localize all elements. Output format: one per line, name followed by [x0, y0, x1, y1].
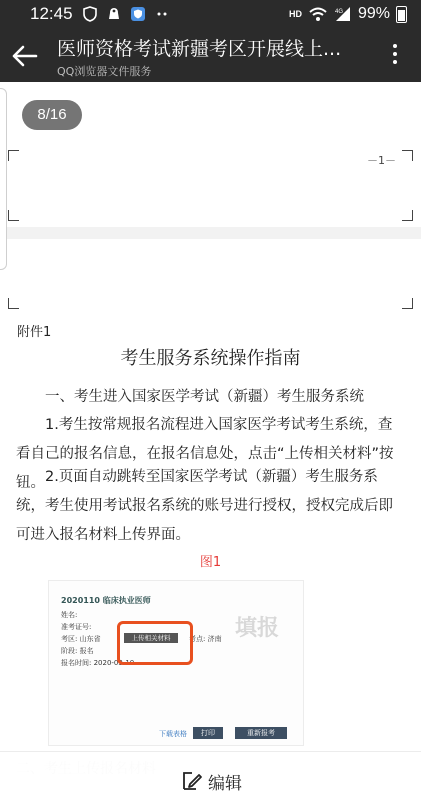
overflow-menu-icon[interactable]: [391, 44, 399, 68]
signal-type: 4G: [334, 9, 343, 15]
document-title: 医师资格考试新疆考区开展线上...: [57, 38, 342, 60]
figure-download-link: 下载表格: [159, 730, 187, 738]
vpn-shield-icon: [130, 6, 146, 22]
figure-exam-title: 2020110 临床执业医师: [61, 596, 151, 605]
crop-mark: [402, 210, 413, 221]
battery-percent: 99%: [357, 5, 390, 22]
figure-name-label: 姓名:: [61, 611, 78, 619]
notification-icons: [82, 6, 170, 22]
edit-button[interactable]: [180, 767, 242, 795]
shield-icon: [82, 6, 98, 22]
app-notification-icon: [106, 6, 122, 22]
edit-label: 编辑: [208, 773, 242, 794]
wifi-icon: [308, 6, 328, 22]
edit-pencil-icon: [180, 769, 204, 793]
figure-stage-label: 阶段: 报名: [61, 647, 94, 655]
figure-upload-button: 上传相关材料: [124, 633, 178, 643]
status-time: 12:45: [30, 4, 73, 23]
signal-icon: [334, 6, 352, 22]
battery-icon: [396, 6, 407, 23]
figure-reapply-button: 重新报考: [235, 727, 287, 739]
figure-exam-site: 考点: 济南: [189, 635, 222, 643]
figure-print-button: 打印: [193, 727, 223, 739]
status-right: [289, 5, 407, 23]
figure-time-label: 报名时间: 2020-03-10: [61, 659, 135, 667]
back-arrow-icon[interactable]: [10, 42, 42, 70]
paragraph: 2.页面自动跳转至国家医学考试（新疆）考生服务系统，考生使用考试报名系统的账号进行授权，授权完成后即可进入报名材料上传界面。: [16, 469, 393, 543]
status-bar: [0, 0, 421, 30]
crop-mark: [402, 298, 413, 309]
paragraph: 1.考生按常规报名流程进入国家医学考试考生系统，查看自己的报名信息，在报名信息处，点击“上传相关材料”按钮。: [16, 417, 394, 491]
more-dots-icon: [154, 6, 170, 22]
page-counter: 8/16: [22, 100, 82, 130]
bottom-bar: [0, 751, 421, 809]
annex-label: 附件1: [17, 325, 52, 340]
page-separator: [0, 227, 421, 239]
figure-area-label: 考区: 山东省: [61, 635, 101, 643]
app-bar: [0, 30, 421, 82]
section-heading: 一、考生进入国家医学考试（新疆）考生服务系统: [45, 389, 364, 405]
crop-mark: [8, 210, 19, 221]
figure-watermark: 填报: [235, 616, 280, 641]
scroll-handle[interactable]: [0, 88, 7, 270]
document-source: QQ浏览器文件服务: [57, 65, 152, 78]
page-number-mark: －1－: [367, 154, 396, 167]
network-type: HD: [288, 9, 302, 19]
guide-title: 考生服务系统操作指南: [120, 348, 301, 369]
figure-caption: 图1: [199, 555, 222, 570]
screenshot-figure: [48, 580, 304, 746]
figure-ticket-label: 准考证号:: [61, 623, 92, 631]
crop-mark: [402, 150, 413, 161]
highlight-box: [117, 621, 193, 665]
crop-mark: [8, 150, 19, 161]
crop-mark: [8, 298, 19, 309]
